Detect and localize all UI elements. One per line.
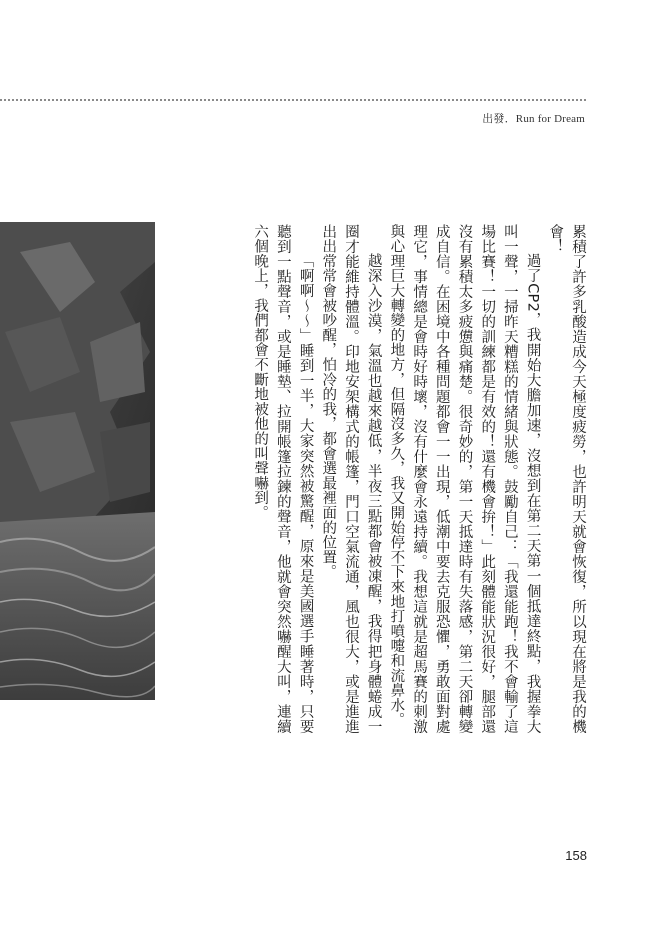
paragraph-1: 累積了許多乳酸造成今天極度疲勞，也許明天就會恢復，所以現在將是我的機會！ — [547, 224, 586, 734]
vertical-body-text — [186, 224, 589, 734]
page-number: 158 — [565, 848, 587, 863]
paragraph-2: 過了CP2，我開始大膽加速，沒想到在第二天第一個抵達終點，我握拳大叫一聲，一掃昨天糟糕的情緒與狀態。鼓勵自己：「我還能跑！我不會輸了這場比賽！一切的訓練都是有效的！還有機會拚！」此刻體能狀況很好，腿部還沒有累積太多疲憊與痛楚。很奇妙的，第一天抵達時有失落感，第二天卻轉變成自信。在困境中各種問題都會一一出現，低潮中要去克服恐懼，勇敢面對處理它，事情總是會時好時壞，沒有什麼會永遠持續。我想這就是超馬賽的刺激與心理巨大轉變的地方，但隔沒多久，我又開始停不下來地打噴嚏和流鼻水。 — [388, 224, 541, 734]
canyon-photo — [0, 222, 155, 700]
paragraph-4: 「啊啊～～」睡到一半，大家突然被驚醒，原來是美國選手睡著時，只要聽到一點聲音，或是睡墊、拉開帳篷拉鍊的聲音，他就會突然嚇醒大叫，連續六個晚上，我們都會不斷地被他的叫聲嚇到。 — [252, 224, 314, 734]
paragraph-3: 越深入沙漠，氣溫也越來越低，半夜三點都會被凍醒，我得把身體蜷成一圈才能維持體溫。印地安架構式的帳篷，門口空氣流通，風也很大，或是進進出出常常會被吵醒，怕冷的我，都會選最裡面的位置。 — [320, 224, 382, 734]
header-dotted-rule — [0, 99, 586, 101]
running-title: 出發．Run for Dream — [482, 113, 585, 125]
